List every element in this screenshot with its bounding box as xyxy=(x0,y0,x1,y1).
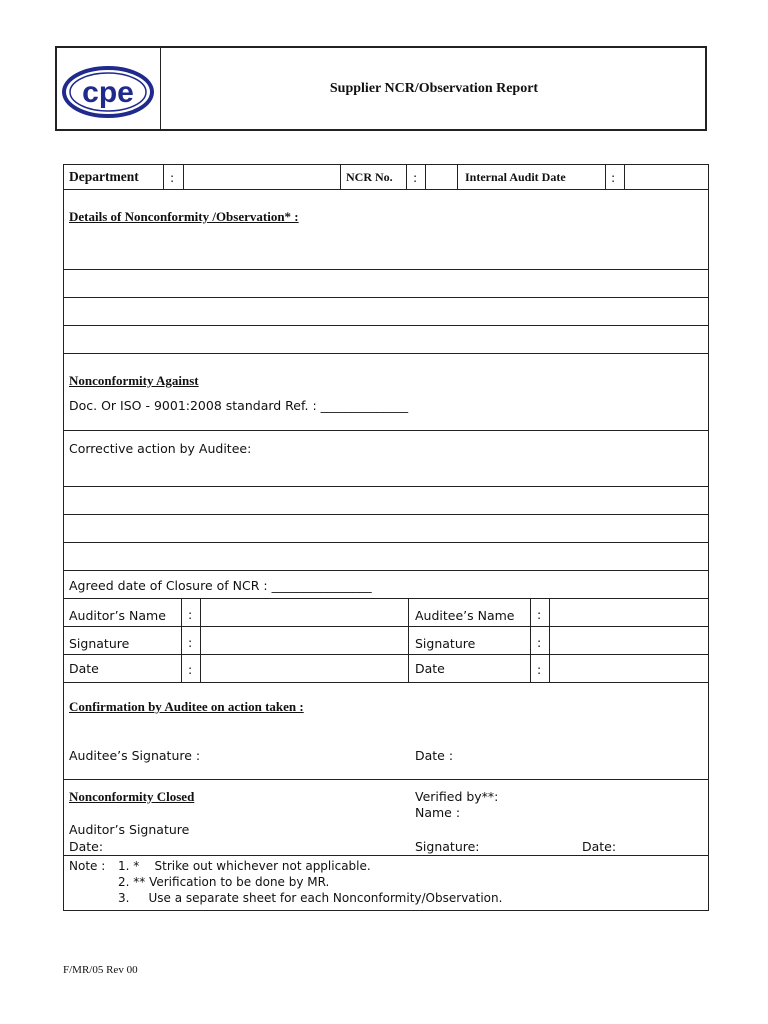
row-divider xyxy=(63,855,709,856)
note-3: 3. Use a separate sheet for each Nonconformity/Observation. xyxy=(118,891,503,905)
row-divider xyxy=(63,430,709,431)
row-divider xyxy=(63,325,709,326)
row-divider xyxy=(63,626,709,627)
auditee-date-label: Date xyxy=(415,661,445,676)
note-1: 1. * Strike out whichever not applicable. xyxy=(118,859,371,873)
ncr-no-label: NCR No. xyxy=(346,170,393,184)
closure-date-label: Agreed date of Closure of NCR : ________________ xyxy=(69,578,372,593)
cpe-logo xyxy=(55,46,159,129)
ncr-colon: : xyxy=(413,170,418,185)
col-divider xyxy=(163,164,164,189)
confirmation-date: Date : xyxy=(415,748,454,763)
row-divider xyxy=(63,189,709,190)
row-divider xyxy=(63,486,709,487)
row-divider xyxy=(63,779,709,780)
row-divider xyxy=(63,514,709,515)
row-divider xyxy=(63,297,709,298)
department-colon: : xyxy=(170,170,175,185)
row-divider xyxy=(63,682,709,683)
col-divider xyxy=(624,164,625,189)
colon: : xyxy=(188,607,193,622)
department-label: Department xyxy=(69,169,139,184)
col-divider xyxy=(530,598,531,682)
nonconformity-against-label: Nonconformity Against xyxy=(69,373,199,388)
standard-ref: Doc. Or ISO - 9001:2008 standard Ref. : ______________ xyxy=(69,398,409,413)
col-divider xyxy=(605,164,606,189)
verified-by-label: Verified by**: xyxy=(415,789,499,804)
logo-text: cpe xyxy=(82,76,134,109)
col-divider xyxy=(183,164,184,189)
auditee-signature-label: Signature xyxy=(415,636,476,651)
department-value-field[interactable] xyxy=(185,166,339,187)
col-divider xyxy=(457,164,458,189)
colon: : xyxy=(188,635,193,650)
ncr-no-field[interactable] xyxy=(427,166,456,187)
audit-date-colon: : xyxy=(611,170,616,185)
confirmation-label: Confirmation by Auditee on action taken : xyxy=(69,699,304,714)
colon: : xyxy=(537,662,542,677)
verifier-name-label: Name : xyxy=(415,805,461,820)
colon: : xyxy=(537,635,542,650)
logo-cell xyxy=(55,46,161,131)
auditee-signature-confirm: Auditee’s Signature : xyxy=(69,748,201,763)
auditee-name-label: Auditee’s Name xyxy=(415,608,515,623)
auditor-signature-label: Signature xyxy=(69,636,130,651)
details-label: Details of Nonconformity /Observation* : xyxy=(69,209,299,224)
col-divider xyxy=(181,598,182,682)
nonconformity-closed-label: Nonconformity Closed xyxy=(69,789,195,804)
row-divider xyxy=(63,598,709,599)
page-title: Supplier NCR/Observation Report xyxy=(329,80,539,96)
closed-date-label: Date: xyxy=(69,839,104,854)
corrective-action-label: Corrective action by Auditee: xyxy=(69,441,252,456)
internal-audit-date-label: Internal Audit Date xyxy=(465,170,566,184)
col-divider xyxy=(408,598,409,682)
col-divider xyxy=(200,598,201,682)
internal-audit-date-field[interactable] xyxy=(626,166,708,187)
col-divider xyxy=(549,598,550,682)
auditor-name-label: Auditor’s Name xyxy=(69,608,166,623)
col-divider xyxy=(340,164,341,189)
col-divider xyxy=(425,164,426,189)
col-divider xyxy=(406,164,407,189)
note-prefix: Note : xyxy=(69,859,106,873)
colon: : xyxy=(537,607,542,622)
verifier-date-label: Date: xyxy=(582,839,617,854)
form-code: F/MR/05 Rev 00 xyxy=(63,964,138,976)
row-divider xyxy=(63,353,709,354)
colon: : xyxy=(188,662,193,677)
row-divider xyxy=(63,542,709,543)
auditor-date-label: Date xyxy=(69,661,99,676)
note-2: 2. ** Verification to be done by MR. xyxy=(118,875,330,889)
auditor-signature-closed: Auditor’s Signature xyxy=(69,822,190,837)
row-divider xyxy=(63,570,709,571)
row-divider xyxy=(63,269,709,270)
row-divider xyxy=(63,654,709,655)
verifier-signature-label: Signature: xyxy=(415,839,480,854)
